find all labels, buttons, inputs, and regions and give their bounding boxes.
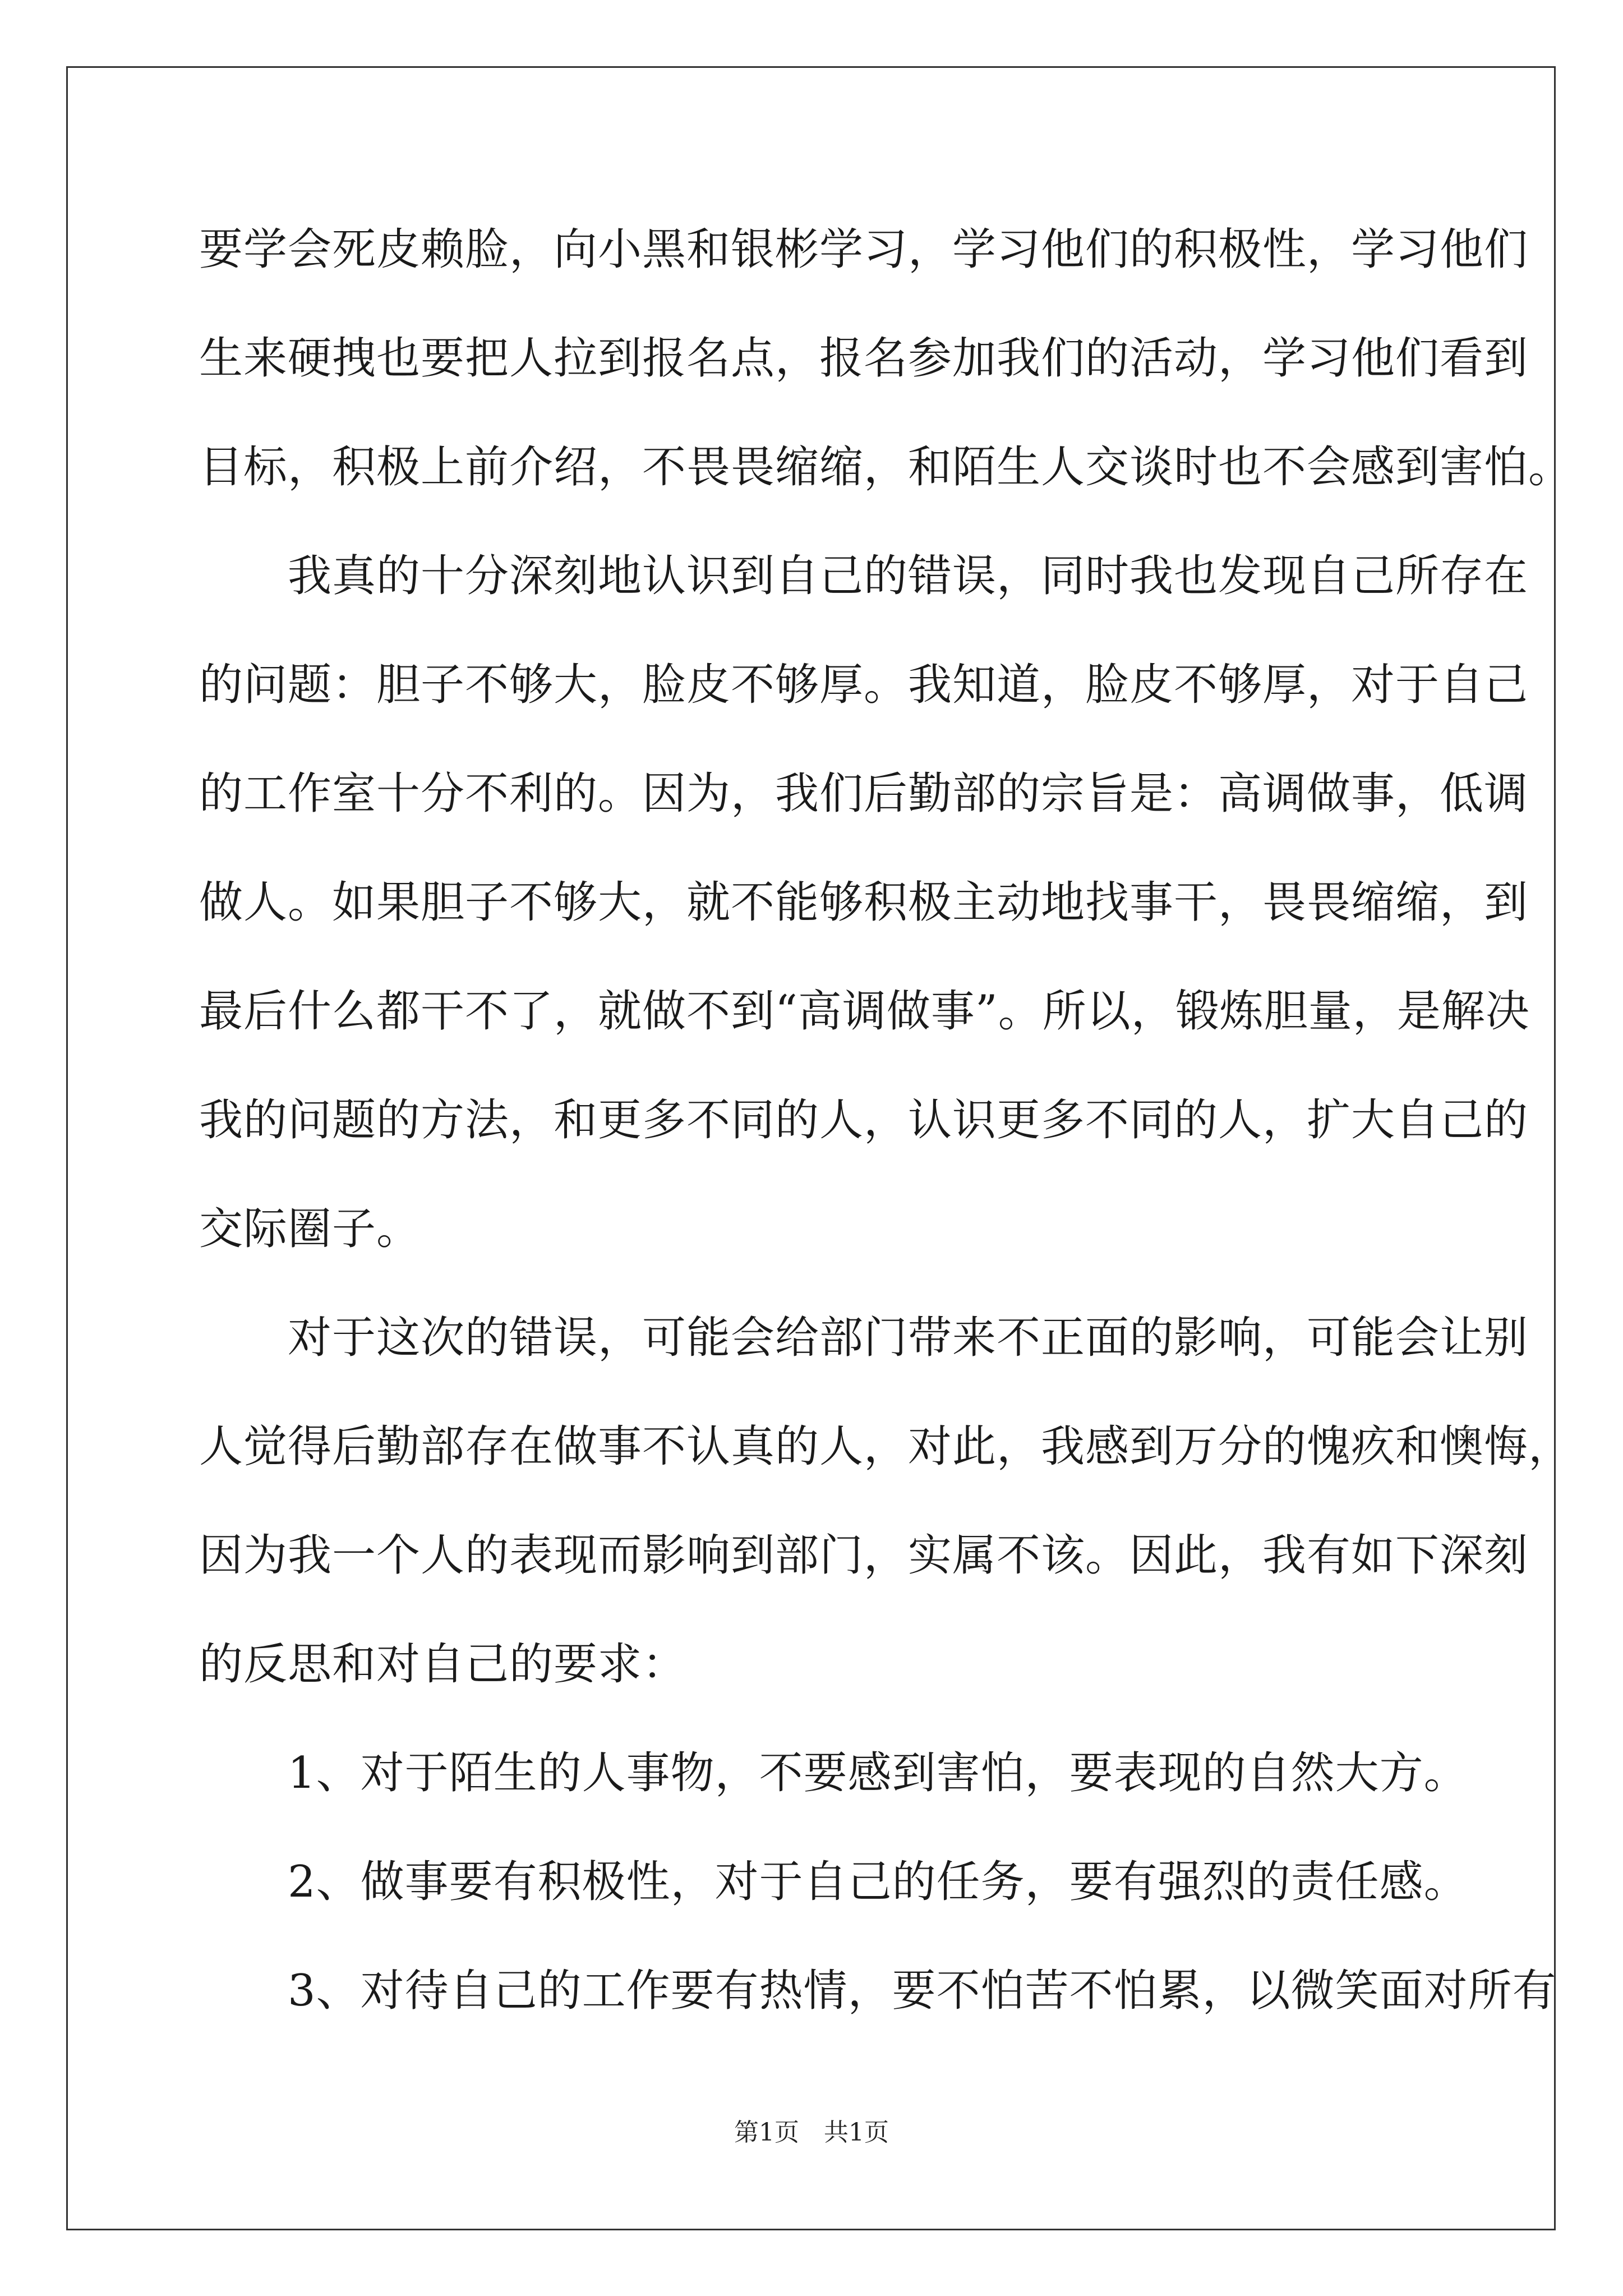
text-line: 我的问题的方法，和更多不同的人，认识更多不同的人，扩大自己的 [199,1095,1529,1145]
document-body [199,210,1573,2060]
text-line: 人觉得后勤部存在做事不认真的人，对此，我感到万分的愧疚和懊悔， [199,1421,1573,1472]
text-line: 对于这次的错误，可能会给部门带来不正面的影响，可能会让别 [199,1313,1529,1363]
text-line: 的反思和对自己的要求： [199,1639,687,1690]
text-line: 交际圈子。 [199,1204,421,1254]
text-line: 因为我一个人的表现而影响到部门，实属不该。因此，我有如下深刻 [199,1530,1529,1581]
text-line: 我真的十分深刻地认识到自己的错误，同时我也发现自己所存在 [199,551,1529,601]
text-line: 目标，积极上前介绍，不畏畏缩缩，和陌生人交谈时也不会感到害怕。 [199,442,1573,493]
text-line: 要学会死皮赖脸，向小黑和银彬学习，学习他们的积极性，学习他们 [199,224,1529,275]
text-line: 最后什么都干不了，就做不到“高调做事”。所以，锻炼胆量，是解决 [199,986,1530,1037]
page-footer: 第1页 共1页 [734,2118,889,2147]
list-item: 2、做事要有积极性，对于自己的任务，要有强烈的责任感。 [199,1857,1468,1907]
list-item: 3、对待自己的工作要有热情，要不怕苦不怕累，以微笑面对所有 [199,1966,1557,2016]
list-item: 1、对于陌生的人事物，不要感到害怕，要表现的自然大方。 [199,1748,1468,1798]
text-line: 生来硬拽也要把人拉到报名点，报名参加我们的活动，学习他们看到 [199,333,1529,384]
text-line: 的工作室十分不利的。因为，我们后勤部的宗旨是：高调做事，低调 [199,769,1529,819]
text-line: 做人。如果胆子不够大，就不能够积极主动地找事干，畏畏缩缩，到 [199,877,1529,928]
text-line: 的问题：胆子不够大，脸皮不够厚。我知道，脸皮不够厚，对于自己 [199,660,1529,710]
